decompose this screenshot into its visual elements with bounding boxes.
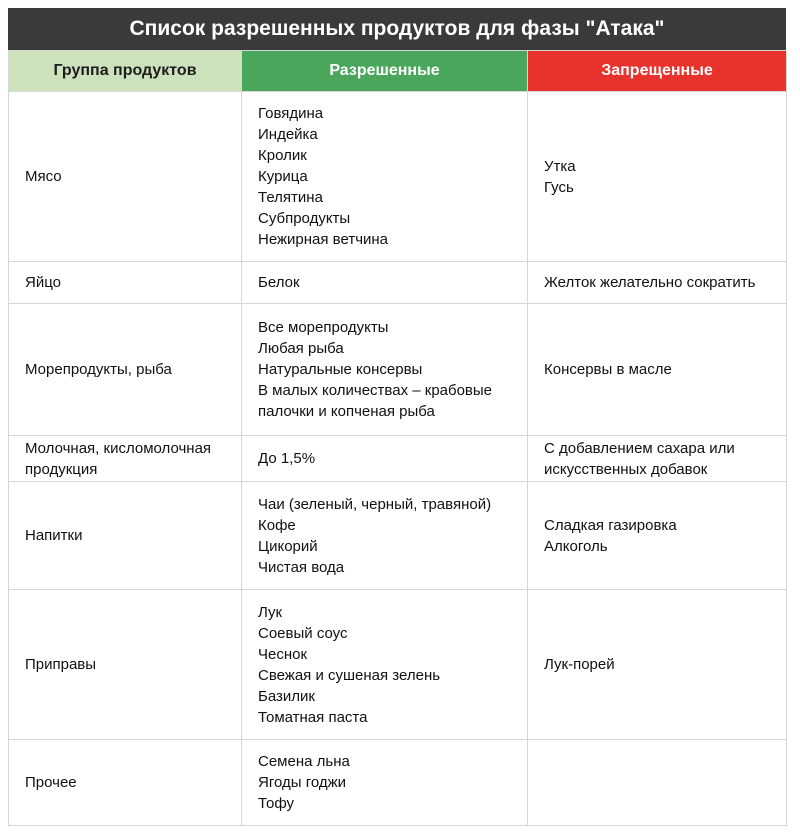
table-row [9, 590, 787, 740]
list-item: Консервы в масле [544, 361, 672, 378]
group-cell: Приправы [9, 590, 242, 740]
forbidden-cell [528, 92, 787, 262]
list-item: Лук [258, 603, 283, 621]
table-row [9, 262, 787, 304]
allowed-cell [242, 436, 528, 482]
list-item: Лук-порей [544, 656, 615, 673]
allowed-cell [242, 304, 528, 436]
group-cell: Морепродукты, рыба [9, 304, 242, 436]
list-item: Говядина [258, 105, 324, 122]
list-item: Томатная паста [258, 708, 368, 726]
list-item: Алкоголь [544, 537, 608, 555]
allowed-cell [242, 482, 528, 590]
group-cell: Напитки [9, 482, 242, 590]
forbidden-cell [528, 740, 787, 826]
header-group: Группа продуктов [9, 51, 242, 92]
list-item: С добавлением сахара или [544, 439, 735, 457]
allowed-cell [242, 590, 528, 740]
list-item: Телятина [258, 189, 323, 206]
list-item: Базилик [258, 687, 315, 705]
list-item: Индейка [258, 126, 318, 143]
list-item: Все морепродукты [258, 319, 389, 336]
list-item: Семена льна [258, 753, 350, 770]
food-table [8, 50, 787, 826]
list-item: Курица [258, 168, 308, 185]
list-item: Соевый соус [258, 624, 348, 642]
list-item: Тофу [258, 795, 295, 812]
forbidden-cell [528, 304, 787, 436]
list-item: палочки и копченая рыба [258, 403, 435, 420]
list-item: Утка [544, 157, 576, 175]
header-forbidden: Запрещенные [528, 51, 787, 92]
list-item: Желток желательно сократить [544, 274, 756, 291]
allowed-cell [242, 262, 528, 304]
forbidden-cell [528, 590, 787, 740]
list-item: Кофе [258, 516, 296, 534]
list-item: Белок [258, 274, 300, 291]
list-item: Гусь [544, 178, 574, 196]
table-row [9, 740, 787, 826]
list-item: Любая рыба [258, 340, 344, 357]
table-row [9, 482, 787, 590]
list-item: Нежирная ветчина [258, 231, 389, 248]
header-row [9, 51, 787, 92]
list-item: Чистая вода [258, 558, 345, 576]
group-cell: Яйцо [9, 262, 242, 304]
forbidden-cell [528, 482, 787, 590]
group-cell: Молочная, кисломолочная продукция [9, 436, 242, 482]
header-allowed: Разрешенные [242, 51, 528, 92]
list-item: Ягоды годжи [258, 774, 347, 791]
list-item: искусственных добавок [544, 460, 708, 478]
list-item: Чеснок [258, 645, 308, 663]
list-item: До 1,5% [258, 450, 316, 467]
list-item: Субпродукты [258, 210, 351, 227]
table-row [9, 436, 787, 482]
list-item: Сладкая газировка [544, 516, 677, 534]
table-row [9, 304, 787, 436]
table-title: Список разрешенных продуктов для фазы "Атака" [8, 8, 786, 50]
group-cell: Мясо [9, 92, 242, 262]
food-table-container [8, 8, 786, 826]
table-row [9, 92, 787, 262]
forbidden-cell [528, 436, 787, 482]
allowed-cell [242, 92, 528, 262]
allowed-cell [242, 740, 528, 826]
list-item: Натуральные консервы [258, 361, 423, 378]
list-item: Свежая и сушеная зелень [258, 666, 441, 684]
list-item: В малых количествах – крабовые [258, 382, 493, 399]
forbidden-cell [528, 262, 787, 304]
list-item: Цикорий [258, 537, 318, 555]
group-cell: Прочее [9, 740, 242, 826]
list-item: Чаи (зеленый, черный, травяной) [258, 495, 492, 513]
list-item: Кролик [258, 147, 307, 164]
